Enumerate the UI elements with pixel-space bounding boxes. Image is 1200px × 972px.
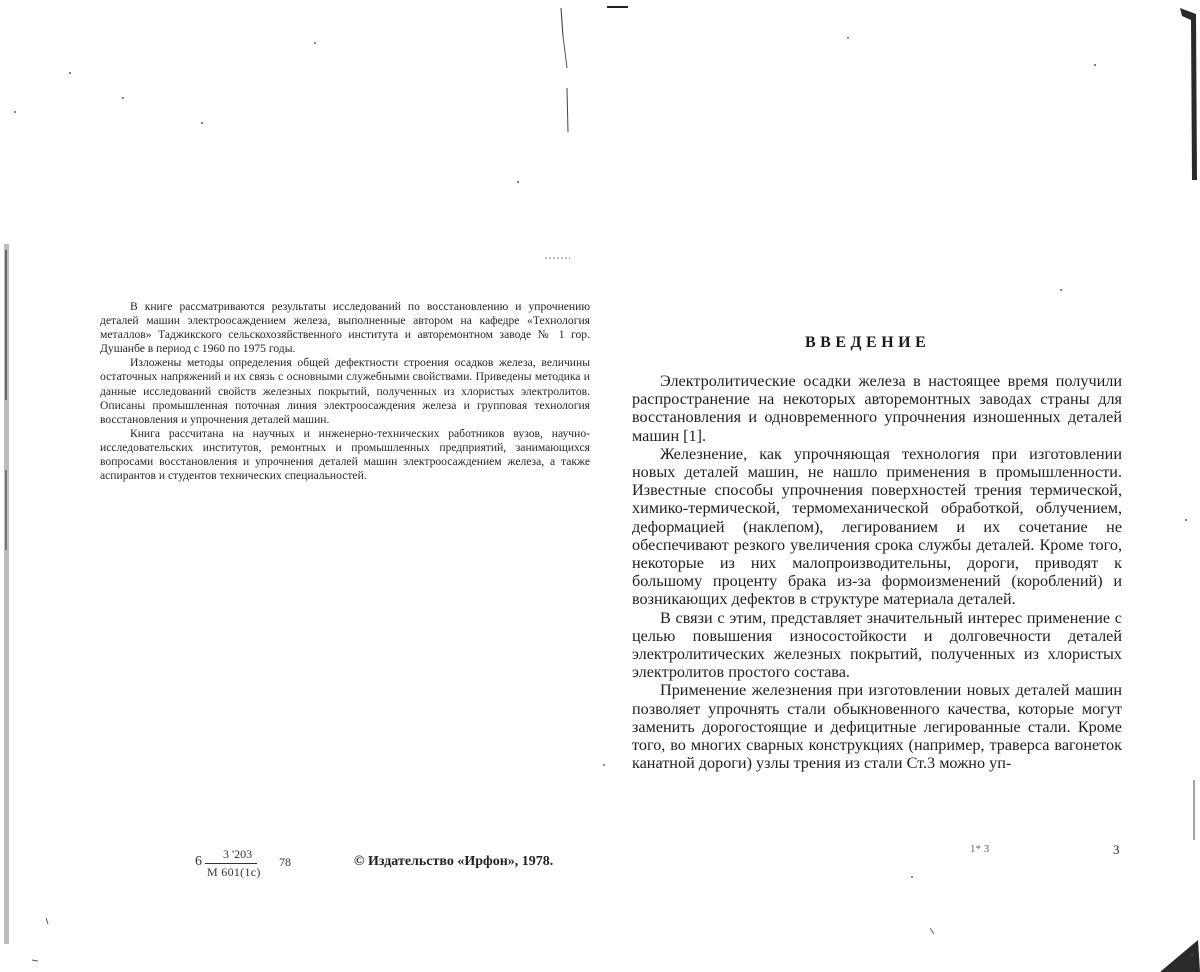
page-number: 3 <box>1113 842 1120 857</box>
body-paragraph: Электролитические осадки железа в настоящее время получили распространение на некоторых авторемонтных заводах страны для восстановления и одновременного упрочнения изношенных деталей машин [1]. <box>632 372 1122 445</box>
copyright-notice: © Издательство «Ирфон», 1978. <box>354 854 554 869</box>
annotation-paragraph: В книге рассматриваются результаты исследований по восстановлению и упрочнению деталей машин электроосаждением железа, выполненные автором на кафедре «Технология металлов» Таджикского сельскохозяйственного института и авторемонтном заводе № 1 гор. Душанбе в период с 1960 по 1975 годы. <box>100 300 590 356</box>
body-paragraph: Железнение, как упрочняющая технология при изготовлении новых деталей машин, не нашло применения в промышленности. Известные способы упрочнения поверхностей трения термической, химико-термической, термомеханической обработкой, облучением, деформацией (наклепом), легированием и их сочетание не обеспечивают резкого увеличения срока службы деталей. Кроме того, некоторые из них малопроизводительны, дороги, приводят к большому проценту брака из-за формоизменений (короблений) и возникающих дефектов в структуре материала деталей. <box>632 444 1122 609</box>
body-paragraph: В связи с этим, представляет значительный интерес применение с целью повышения износостойкости и долговечности деталей электролитических железных покрытий, полученных из хлористых электролитов простого состава. <box>632 608 1122 682</box>
catalog-code-denominator: М 601(1с) <box>207 865 261 879</box>
body-paragraph: Применение железнения при изготовлении новых деталей машин позволяет упрочнять стали обыкновенного качества, которые могут заменить дорогостоящие и дефицитные легированные стали. Кроме того, во многих сварных конструкциях (например, траверса вагонеток канатной дороги) узлы трения из стали Ст.3 можно уп- <box>632 681 1122 773</box>
catalog-code <box>195 847 305 887</box>
annotation-paragraph: Изложены методы определения общей дефектности строения осадков железа, величины остаточных напряжений и их связь с основными служебными свойствами. Приведены методика и данные исследований свойств железных покрытий, полученных из хлористых электролитов. Описаны промышленная поточная линия электроосаждения железа и групповая технология восстановления и упрочнения деталей машин. <box>100 356 590 426</box>
catalog-code-suffix: 78 <box>279 855 291 869</box>
signature-mark: 1* З <box>970 843 990 855</box>
catalog-code-numerator: 3 '203 <box>223 847 253 861</box>
book-annotation <box>100 300 590 483</box>
chapter-body <box>632 372 1122 772</box>
chapter-title: ВВЕДЕНИЕ <box>805 334 931 351</box>
annotation-paragraph: Книга рассчитана на научных и инженерно-технических работников вузов, научно-исследовательских институтов, ремонтных и промышленных предприятий, занимающихся вопросами восстановления и упрочнения деталей машин электроосаждением железа, а также аспирантов и студентов технических специальностей. <box>100 426 590 483</box>
catalog-code-lead: 6 <box>195 854 202 869</box>
catalog-code-fraction-line <box>205 863 257 864</box>
